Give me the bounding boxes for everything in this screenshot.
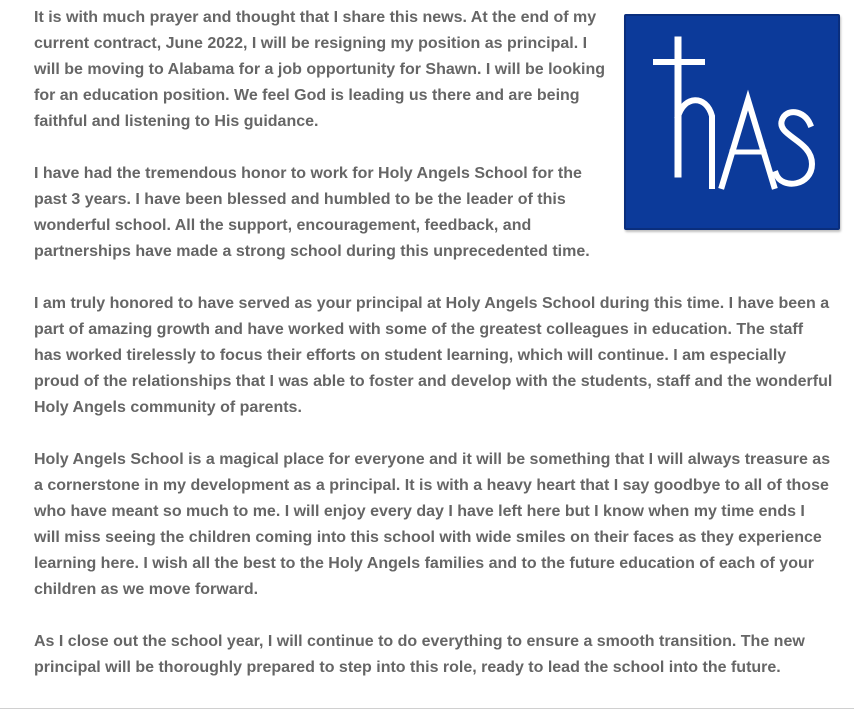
paragraph-3: I am truly honored to have served as your principal at Holy Angels School during this time. I have been a part of amazing growth and have worked with some of the greatest colleagues in education. The staff has worked tirelessly to focus their efforts on student learning, which will continue. I am especially proud of the relationships that I was able to foster and develop with the students, staff and the wonderful Holy Angels community of parents. (34, 295, 833, 416)
school-logo (624, 14, 840, 230)
paragraph-5: As I close out the school year, I will continue to do everything to ensure a smooth transition. The new principal will be thoroughly prepared to step into this role, ready to lead the school into the future. (34, 633, 805, 676)
bottom-divider (0, 708, 854, 709)
has-logo-icon (626, 16, 838, 228)
paragraph-2: I have had the tremendous honor to work for Holy Angels School for the past 3 years. I have been blessed and humbled to be the leader of this wonderful school. All the support, encouragement, feedback, and partnerships have made a strong school during this unprecedented time. (34, 165, 590, 260)
paragraph-1: It is with much prayer and thought that I share this news. At the end of my current contract, June 2022, I will be resigning my position as principal. I will be moving to Alabama for a job opportunity for Shawn. I will be looking for an education position. We feel God is leading us there and are being faithful and listening to His guidance. (34, 9, 605, 130)
letter-body (34, 5, 834, 681)
paragraph-4: Holy Angels School is a magical place for everyone and it will be something that I will always treasure as a cornerstone in my development as a principal. It is with a heavy heart that I say goodbye to all of those who have meant so much to me. I will enjoy every day I have left here but I know when my time ends I will miss seeing the children coming into this school with wide smiles on their faces as they experience learning here. I wish all the best to the Holy Angels families and to the future education of each of your children as we move forward. (34, 451, 831, 598)
